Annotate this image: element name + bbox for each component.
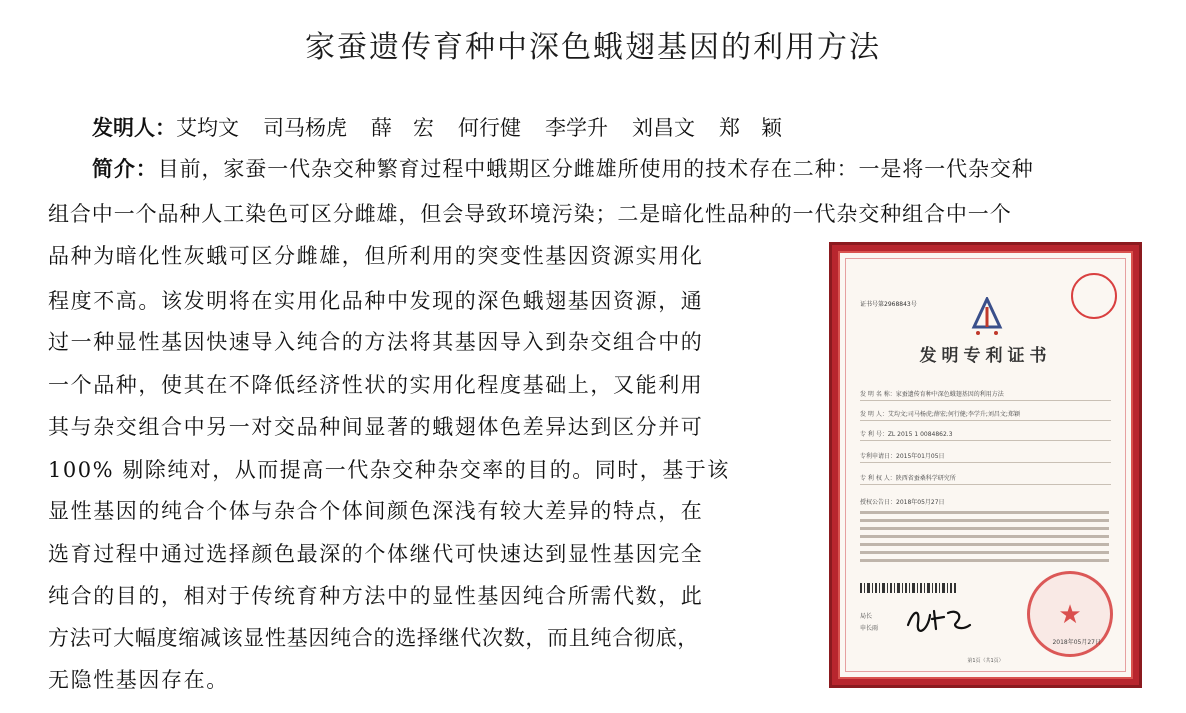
intro-line: 程度不高。该发明将在实用化品种中发现的深色蛾翅基因资源，通 (48, 289, 704, 313)
divider (860, 440, 1111, 441)
certificate-row: 发 明 人：艾均文;司马杨虎;薛宏;何行健;李学升;刘昌文;郑颖 (860, 411, 1020, 418)
inventor-name: 李学升 (545, 116, 608, 140)
intro-line: 其与杂交组合中另一对交品种间显著的蛾翅体色差异达到区分并可 (48, 415, 704, 439)
certificate-paper (838, 251, 1133, 679)
divider (860, 462, 1111, 463)
signer-name: 申长雨 (860, 625, 879, 632)
certificate-row: 专利申请日：2015年01月05日 (860, 453, 945, 460)
certificate-row: 专 利 权 人：陕西省蚕桑科学研究所 (860, 475, 956, 482)
intro-line (92, 153, 1034, 183)
intro-line: 选育过程中通过选择颜色最深的个体继代可快速达到显性基因完全 (48, 542, 704, 566)
page-title: 家蚕遗传育种中深色蛾翅基因的利用方法 (305, 30, 881, 65)
intro-line: 一个品种，使其在不降低经济性状的实用化程度基础上，又能利用 (48, 373, 704, 397)
certificate-row: 发 明 名 称：家蚕遗传育种中深色蛾翅基因的利用方法 (860, 391, 1004, 398)
fine-print-line (860, 519, 1109, 522)
certificate-heading: 发明专利证书 (919, 346, 1052, 366)
intro-line: 显性基因的纯合个体与杂合个体间颜色深浅有较大差异的特点，在 (48, 499, 704, 523)
intro-line: 过一种显性基因快速导入纯合的方法将其基因导入到杂交组合中的 (48, 330, 704, 354)
barcode-icon (860, 583, 956, 593)
fine-print-line (860, 551, 1109, 554)
certificate-page: 第1页（共1页） (967, 658, 1004, 664)
certificate-date: 2018年05月27日 (1052, 639, 1101, 646)
signer-title: 局长 (860, 613, 873, 620)
inventor-name: 郑 颖 (719, 116, 782, 140)
certificate-number: 证书号第2968843号 (860, 301, 917, 308)
patent-office-emblem-icon (970, 297, 1004, 337)
fine-print-line (860, 543, 1109, 546)
intro-line: 纯合的目的，相对于传统育种方法中的显性基因纯合所需代数，此 (48, 584, 704, 608)
inventor-name: 司马杨虎 (263, 116, 347, 140)
certificate-row: 授权公告日：2018年05月27日 (860, 499, 945, 506)
intro-line: 品种为暗化性灰蛾可区分雌雄，但所利用的突变性基因资源实用化 (48, 244, 704, 268)
intro-line: 100% 剔除纯对，从而提高一代杂交种杂交率的目的。同时，基于该 (48, 458, 730, 482)
certificate-row: 专 利 号：ZL 2015 1 0084862.3 (860, 431, 953, 438)
intro-line: 无隐性基因存在。 (48, 668, 229, 692)
divider (860, 400, 1111, 401)
fine-print-line (860, 535, 1109, 538)
inventor-name: 艾均文 (176, 116, 239, 140)
inventors-line (92, 112, 806, 142)
inventors-label: 发明人： (92, 116, 176, 140)
red-stamp-icon (1071, 273, 1117, 319)
fine-print-line (860, 559, 1109, 562)
intro-line: 组合中一个品种人工染色可区分雌雄，但会导致环境污染；二是暗化性品种的一代杂交种组合中一个 (48, 202, 1012, 226)
divider (860, 420, 1111, 421)
fine-print-line (860, 527, 1109, 530)
handwritten-signature (904, 605, 974, 635)
inventor-name: 何行健 (458, 116, 521, 140)
inventor-name: 薛 宏 (371, 116, 434, 140)
divider (860, 484, 1111, 485)
intro-line: 方法可大幅度缩减该显性基因纯合的选择继代次数，而且纯合彻底， (48, 626, 699, 650)
fine-print-line (860, 511, 1109, 514)
inventor-name: 刘昌文 (632, 116, 695, 140)
intro-text: 目前，家蚕一代杂交种繁育过程中蛾期区分雌雄所使用的技术存在二种：一是将一代杂交种 (157, 157, 1034, 181)
intro-label: 简介： (92, 157, 158, 181)
star-icon: ★ (1058, 600, 1082, 630)
patent-certificate-image (829, 242, 1142, 688)
